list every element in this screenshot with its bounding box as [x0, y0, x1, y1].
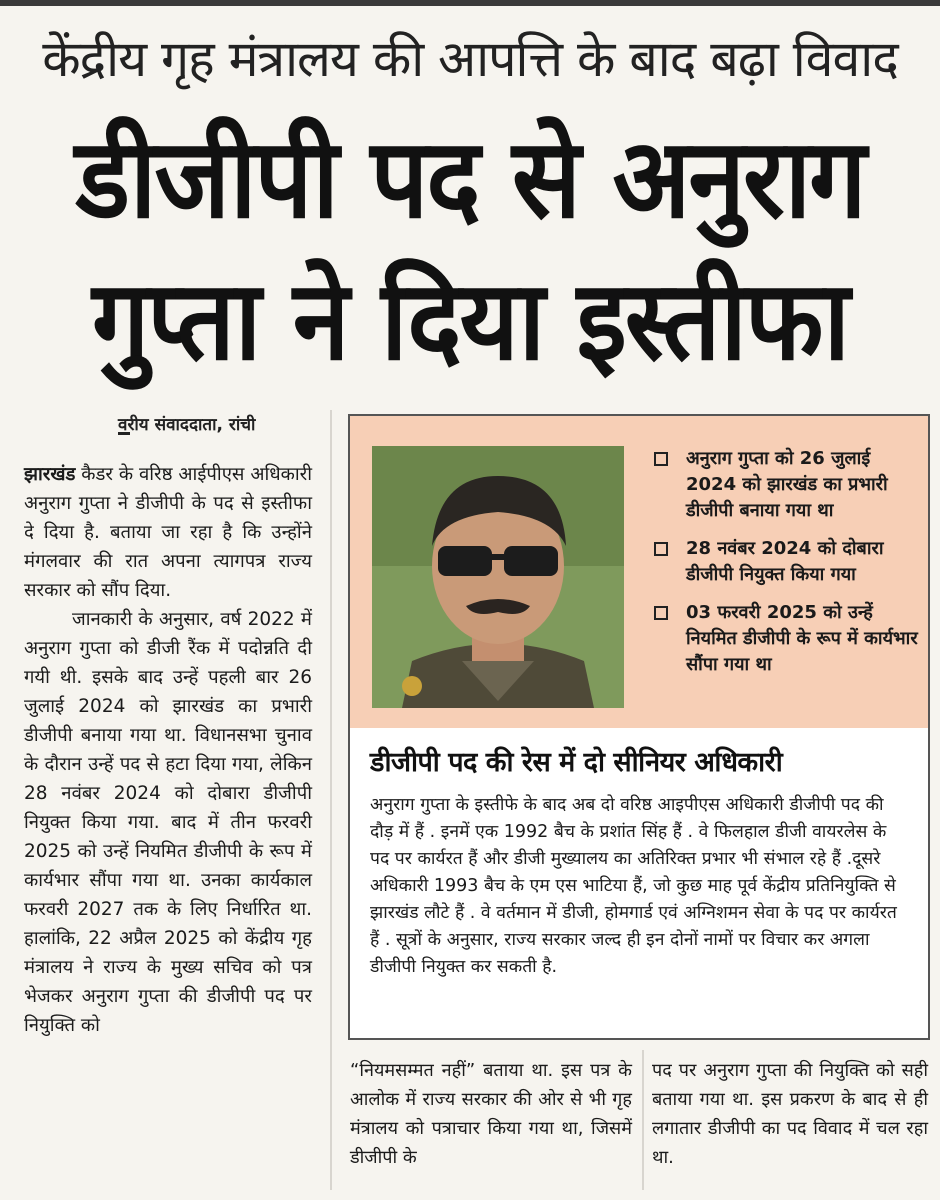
info-box — [348, 414, 930, 1040]
info-box-highlight-panel — [350, 416, 928, 728]
kicker-headline: केंद्रीय गृह मंत्रालय की आपत्ति के बाद बढ़ा विवाद — [42, 30, 898, 88]
key-facts-list — [650, 446, 920, 690]
article-left-column — [24, 460, 312, 1040]
officer-photo — [372, 446, 624, 708]
article-paragraph-1 — [24, 460, 312, 605]
byline: वरीय संवाददाता, रांची — [118, 415, 256, 435]
officer-portrait-illustration — [372, 446, 624, 708]
column-divider-2 — [642, 1050, 644, 1190]
lead-word: झारखंड — [24, 464, 76, 485]
main-headline-line2: गुप्ता ने दिया इस्तीफा — [91, 257, 849, 386]
main-headline-line1: डीजीपी पद से अनुराग — [75, 115, 865, 244]
key-fact-item: 03 फरवरी 2025 को उन्हें नियमित डीजीपी के रूप में कार्यभार सौंपा गया था — [650, 600, 920, 678]
column-divider — [330, 410, 332, 1190]
sidebar-body-text: अनुराग गुप्ता के इस्तीफे के बाद अब दो वरिष्ठ आइपीएस अधिकारी डीजीपी पद की दौड़ में हैं . इनमें एक 1992 बैच के प्रशांत सिंह हैं . वे फिलहाल डीजी वायरलेस के पद पर कार्यरत हैं और डीजी मुख्यालय का अतिरिक्त प्रभार भी संभाल रहे हैं .दूसरे अधिकारी 1993 बैच के एम एस भाटिया हैं, जो कुछ माह पूर्व केंद्रीय प्रतिनियुक्ति से झारखंड लौटे हैं . वे वर्तमान में डीजी, होमगार्ड एवं अग्निशमन सेवा के पद पर कार्यरत हैं . सूत्रों के अनुसार, राज्य सरकार जल्द ही इन दोनों नामों पर विचार कर अगला डीजीपी नियुक्त कर सकती है. — [370, 795, 897, 977]
paragraph-1-text: कैडर के वरिष्ठ आईपीएस अधिकारी अनुराग गुप्ता ने डीजीपी के पद से इस्तीफा दे दिया है. बताया जा रहा है कि उन्होंने मंगलवार की रात अपना त्यागपत्र राज्य सरकार को सौंप दिया. — [24, 464, 312, 601]
key-fact-item: अनुराग गुप्ता को 26 जुलाई 2024 को झारखंड का प्रभारी डीजीपी बनाया गया था — [650, 446, 920, 524]
article-right-column: पद पर अनुराग गुप्ता की नियुक्ति को सही बताया गया था. इस प्रकरण के बाद से ही लगातार डीजीपी का पद विवाद में चल रहा था. — [652, 1060, 928, 1168]
key-fact-item: 28 नवंबर 2024 को दोबारा डीजीपी नियुक्त किया गया — [650, 536, 920, 588]
bullet-square-icon — [654, 606, 668, 620]
bullet-square-icon — [654, 452, 668, 466]
page-top-border — [0, 0, 940, 6]
article-paragraph-2: जानकारी के अनुसार, वर्ष 2022 में अनुराग गुप्ता को डीजी रैंक में पदोन्नति दी गयी थी. इसके बाद उन्हें पहली बार 26 जुलाई 2024 को झारखंड का प्रभारी डीजीपी बनाया गया था. विधानसभा चुनाव के दौरान उन्हें पद से हटा दिया गया, लेकिन 28 नवंबर 2024 को दोबारा डीजीपी नियुक्त किया गया. बाद में तीन फरवरी 2025 को उन्हें नियमित डीजीपी के रूप में कार्यभार सौंपा गया था. उनका कार्यकाल फरवरी 2027 तक के लिए निर्धारित था. हालांकि, 22 अप्रैल 2025 को केंद्रीय गृह मंत्रालय ने राज्य के मुख्य सचिव को पत्र भेजकर अनुराग गुप्ता की डीजीपी पद पर नियुक्ति को — [24, 609, 312, 1036]
sidebar-subheadline: डीजीपी पद की रेस में दो सीनियर अधिकारी — [370, 747, 783, 778]
bullet-square-icon — [654, 542, 668, 556]
article-middle-column: “नियमसम्मत नहीं” बताया था. इस पत्र के आलोक में राज्य सरकार की ओर से भी गृह मंत्रालय को पत्राचार किया गया था, जिसमें डीजीपी के — [350, 1060, 632, 1168]
